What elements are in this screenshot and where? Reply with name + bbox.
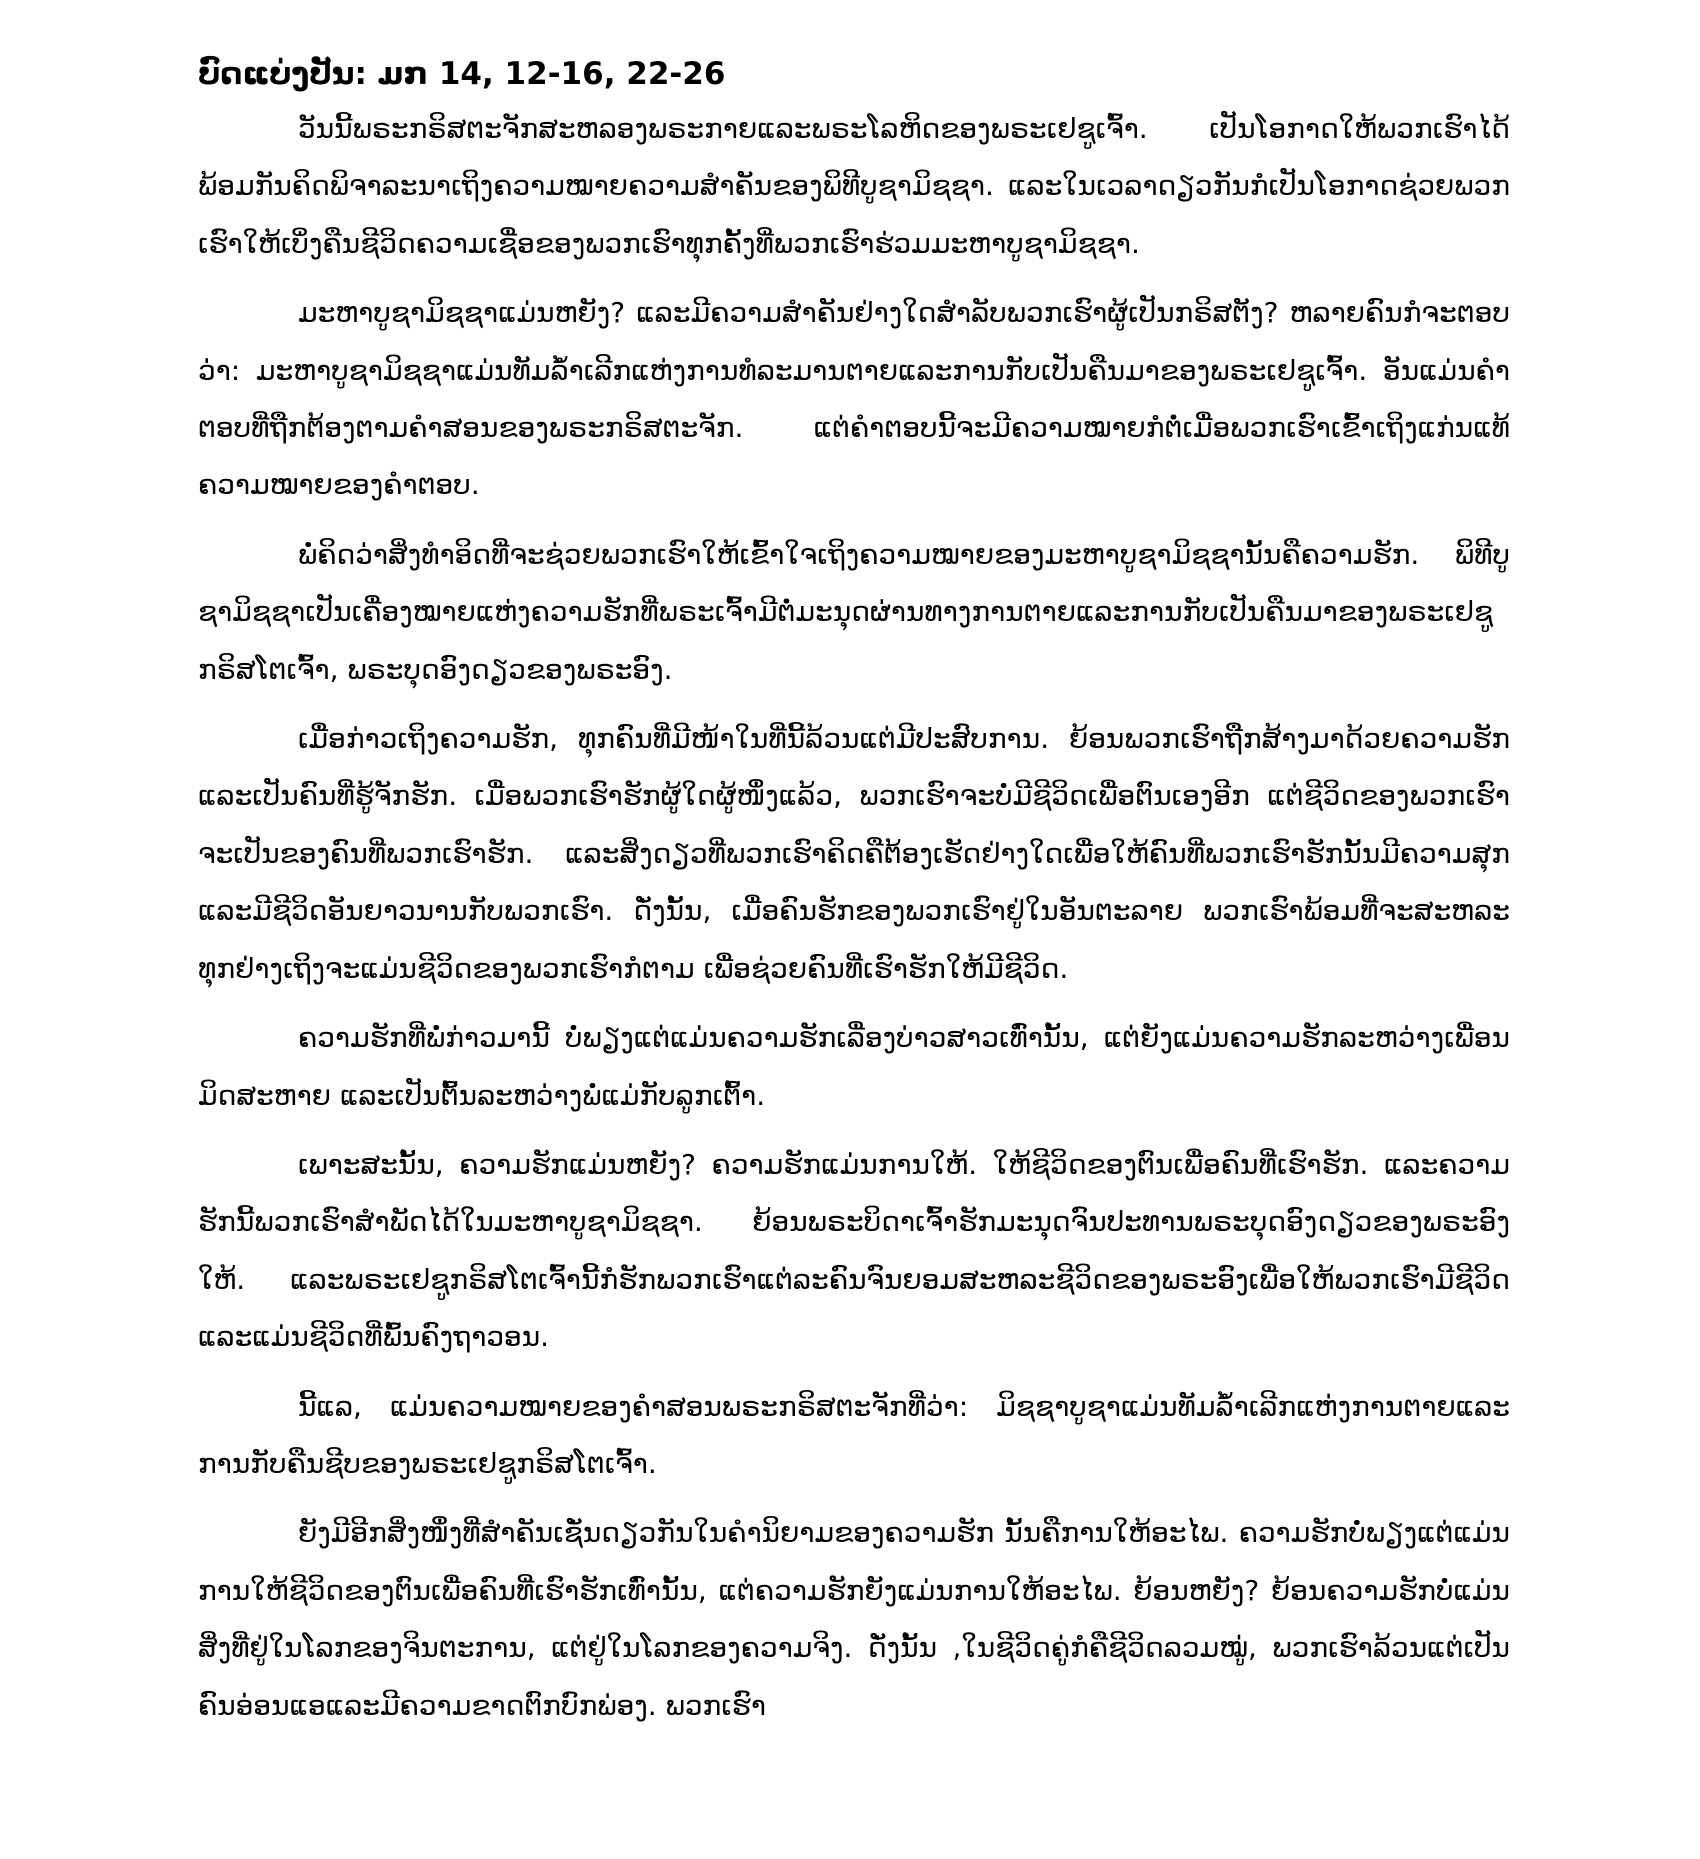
paragraph-6: ເພາະສະນັ້ນ, ຄວາມຮັກແມ່ນຫຍັງ? ຄວາມຮັກແມ່ນການໃຫ້. ໃຫ້ຊີວິດຂອງຕົນເພື່ອຄົນທີ່ເຮົາຮັກ. ແລະຄວາມຮັກນີ້ພວກເຮົາສຳພັດໄດ້ໃນມະຫາບູຊາມິຊຊາ. ຍ້ອນພຣະບິດາເຈົ້າຮັກມະນຸດຈົນປະທານພຣະບຸດອົງດຽວຂອງພຣະອົງໃຫ້. ແລະພຣະເຢຊູກຣິສໂຕເຈົ້ານີ້ກໍຮັກພວກເຮົາແຕ່ລະຄົນຈົນຍອມສະຫລະຊີວິດຂອງພຣະອົງເພື່ອໃຫ້ພວກເຮົາມີຊີວິດ ແລະແມ່ນຊີວິດທີ່ພົ້ນຄົງຖາວອນ. — [198, 1147, 1510, 1354]
paragraph-7: ນີ້ແລ, ແມ່ນຄວາມໝາຍຂອງຄຳສອນພຣະກຣິສຕະຈັກທີ່ວ່າ: ມິຊຊາບູຊາແມ່ນທັມລ້ຳເລີກແຫ່ງການຕາຍແລະການກັບຄືນຊີບຂອງພຣະເຢຊູກຣິສໂຕເຈົ້າ. — [198, 1389, 1510, 1480]
paragraph-3: ພໍ່ຄິດວ່າສິ່ງທຳອິດທີ່ຈະຊ່ວຍພວກເຮົາໃຫ້ເຂົ້າໃຈເຖິງຄວາມໝາຍຂອງມະຫາບູຊາມິຊຊານັ້ນຄືຄວາມຮັກ. ພິທີບູຊາມິຊຊາເປັນເຄື່ອງໝາຍແຫ່ງຄວາມຮັກທີ່ພຣະເຈົ້າມີຕໍ່ມະນຸດຜ່ານທາງການຕາຍແລະການກັບເປັນຄືນມາຂອງພຣະເຢຊູກຣິສໂຕເຈົ້າ, ພຣະບຸດອົງດຽວຂອງພຣະອົງ. — [198, 537, 1510, 686]
reading-heading: ບົດແບ່ງປັນ: ມກ 14, 12-16, 22-26 — [198, 56, 726, 92]
paragraph-5: ຄວາມຮັກທີ່ພໍ່ກ່າວມານີ້ ບໍ່ພຽງແຕ່ແມ່ນຄວາມຮັກເລື່ອງບ່າວສາວເທົ່ານັ້ນ, ແຕ່ຍັງແມ່ນຄວາມຮັກລະຫວ່າງເພື່ອນມິດສະຫາຍ ແລະເປັນຕົ້ນລະຫວ່າງພໍ່ແມ່ກັບລູກເຕົ້າ. — [198, 1021, 1510, 1112]
paragraph-4: ເມື່ອກ່າວເຖິງຄວາມຮັກ, ທຸກຄົນທີ່ມີໜ້າໃນທີ່ນີ້ລ້ວນແຕ່ມີປະສົບການ. ຍ້ອນພວກເຮົາຖືກສ້າງມາດ້ວຍຄວາມຮັກແລະເປັນຄົນທີ່ຮູ້ຈັກຮັກ. ເມື່ອພວກເຮົາຮັກຜູ້ໃດຜູ້ໜຶ່ງແລ້ວ, ພວກເຮົາຈະບໍ່ມີຊີວິດເພື່ອຕົນເອງອີກ ແຕ່ຊີວິດຂອງພວກເຮົາຈະເປັນຂອງຄົນທີ່ພວກເຮົາຮັກ. ແລະສິ່ງດຽວທີ່ພວກເຮົາຄິດຄືຕ້ອງເຮັດຢ່າງໃດເພື່ອໃຫ້ຄົນທີ່ພວກເຮົາຮັກນັ້ນມີຄວາມສຸກແລະມີຊີວິດອັນຍາວນານກັບພວກເຮົາ. ດັ່ງນັ້ນ, ເມື່ອຄົນຮັກຂອງພວກເຮົາຢູ່ໃນອັນຕະລາຍ ພວກເຮົາພ້ອມທີ່ຈະສະຫລະທຸກຢ່າງເຖິງຈະແມ່ນຊີວິດຂອງພວກເຮົາກໍຕາມ ເພື່ອຊ່ວຍຄົນທີ່ເຮົາຮັກໃຫ້ມີຊີວິດ. — [198, 722, 1510, 985]
paragraph-1: ວັນນີ້ພຣະກຣິສຕະຈັກສະຫລອງພຣະກາຍແລະພຣະໂລຫິດຂອງພຣະເຢຊູເຈົ້າ. ເປັນໂອກາດໃຫ້ພວກເຮົາໄດ້ພ້ອມກັນຄິດພິຈາລະນາເຖິງຄວາມໝາຍຄວາມສຳຄັນຂອງພິທີບູຊາມິຊຊາ. ແລະໃນເວລາດຽວກັນກໍເປັນໂອກາດຊ່ວຍພວກເຮົາໃຫ້ເບິ່ງຄືນຊີວິດຄວາມເຊື່ອຂອງພວກເຮົາທຸກຄັ້ງທີ່ພວກເຮົາຮ່ວມມະຫາບູຊາມິຊຊາ. — [198, 112, 1510, 260]
paragraph-2: ມະຫາບູຊາມິຊຊາແມ່ນຫຍັງ? ແລະມີຄວາມສຳຄັນຢ່າງໃດສຳລັບພວກເຮົາຜູ້ເປັນກຣິສຕັງ? ຫລາຍຄົນກໍຈະຕອບວ່າ: ມະຫາບູຊາມິຊຊາແມ່ນທັມລ້ຳເລີກແຫ່ງການທໍລະມານຕາຍແລະການກັບເປັນຄືນມາຂອງພຣະເຢຊູເຈົ້າ. ອັນແມ່ນຄຳຕອບທີ່ຖືກຕ້ອງຕາມຄຳສອນຂອງພຣະກຣິສຕະຈັກ. ແຕ່ຄຳຕອບນີ້ຈະມີຄວາມໝາຍກໍຕໍ່ເມື່ອພວກເຮົາເຂົ້າເຖິງແກ່ນແທ້ຄວາມໝາຍຂອງຄຳຕອບ. — [198, 296, 1510, 502]
document-page — [198, 52, 1510, 1734]
paragraph-8: ຍັງມີອີກສິ່ງໜຶ່ງທີ່ສຳຄັນເຊັ່ນດຽວກັນໃນຄຳນິຍາມຂອງຄວາມຮັກ ນັ້ນຄືການໃຫ້ອະໄພ. ຄວາມຮັກບໍ່ພຽງແຕ່ແມ່ນການໃຫ້ຊີວິດຂອງຕົນເພື່ອຄົນທີ່ເຮົາຮັກເທົ່ານັ້ນ, ແຕ່ຄວາມຮັກຍັງແມ່ນການໃຫ້ອະໄພ. ຍ້ອນຫຍັງ? ຍ້ອນຄວາມຮັກບໍ່ແມ່ນສິ່ງທີ່ຢູ່ໃນໂລກຂອງຈິນຕະການ, ແຕ່ຢູ່ໃນໂລກຂອງຄວາມຈິງ. ດັ່ງນັ້ນ ,ໃນຊີວິດຄູ່ກໍຄືຊີວິດລວມໝູ່, ພວກເຮົາລ້ວນແຕ່ເປັນຄົນອ່ອນແອແລະມີຄວາມຂາດຕົກບົກພ່ອງ. ພວກເຮົາ — [198, 1516, 1510, 1722]
